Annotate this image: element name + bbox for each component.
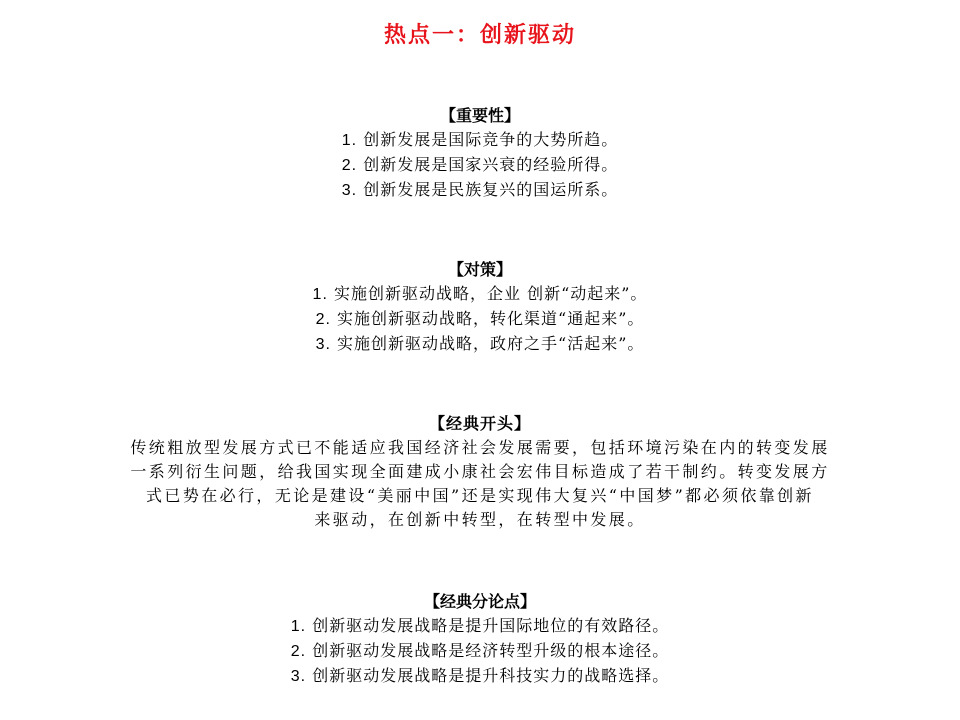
- item-text: 创新发展是民族复兴的国运所系。: [363, 180, 619, 199]
- importance-section: [0, 104, 960, 203]
- item-number: 1.: [312, 286, 328, 303]
- page-title: 热点一：创新驱动: [383, 22, 576, 48]
- item-text: 创新发展是国家兴衰的经验所得。: [363, 155, 619, 174]
- item-number: 2.: [315, 311, 331, 328]
- opening-line: 式已势在必行，无论是建设“美丽中国”还是实现伟大复兴“中国梦”都必须依靠创新: [146, 486, 814, 505]
- opening-line: 传统粗放型发展方式已不能适应我国经济社会发展需要，包括环境污染在内的转变发展: [130, 438, 830, 457]
- opening-line: 一系列衍生问题，给我国实现全面建成小康社会宏伟目标造成了若干制约。转变发展方: [130, 462, 830, 481]
- item-number: 3.: [290, 668, 307, 685]
- opening-heading: 【经典开头】: [428, 414, 531, 433]
- item-number: 1.: [290, 618, 307, 635]
- opening-section: [60, 412, 900, 532]
- arguments-heading: 【经典分论点】: [423, 592, 536, 611]
- arguments-item: [0, 664, 960, 689]
- item-text: 实施创新驱动战略，企业 创新“动起来”。: [333, 284, 648, 303]
- importance-heading: 【重要性】: [439, 106, 520, 125]
- item-text: 创新驱动发展战略是经济转型升级的根本途径。: [312, 641, 670, 660]
- item-number: 3.: [341, 182, 358, 199]
- item-text: 实施创新驱动战略，政府之手“活起来”。: [337, 334, 645, 353]
- measures-item: [0, 332, 960, 357]
- measures-item: [0, 307, 960, 332]
- measures-item: [0, 282, 960, 307]
- item-number: 3.: [315, 336, 331, 353]
- measures-section: [0, 258, 960, 357]
- arguments-item: [0, 639, 960, 664]
- item-text: 创新驱动发展战略是提升科技实力的战略选择。: [312, 666, 670, 685]
- arguments-item: [0, 614, 960, 639]
- item-text: 创新发展是国际竞争的大势所趋。: [363, 130, 619, 149]
- arguments-section: [0, 590, 960, 689]
- importance-item: [0, 153, 960, 178]
- item-number: 1.: [341, 132, 358, 149]
- item-number: 2.: [290, 643, 307, 660]
- item-text: 创新驱动发展战略是提升国际地位的有效路径。: [312, 616, 670, 635]
- item-text: 实施创新驱动战略，转化渠道“通起来”。: [337, 309, 645, 328]
- measures-heading: 【对策】: [447, 260, 512, 279]
- importance-item: [0, 178, 960, 203]
- importance-item: [0, 128, 960, 153]
- item-number: 2.: [341, 157, 358, 174]
- opening-line: 来驱动，在创新中转型，在转型中发展。: [314, 510, 646, 529]
